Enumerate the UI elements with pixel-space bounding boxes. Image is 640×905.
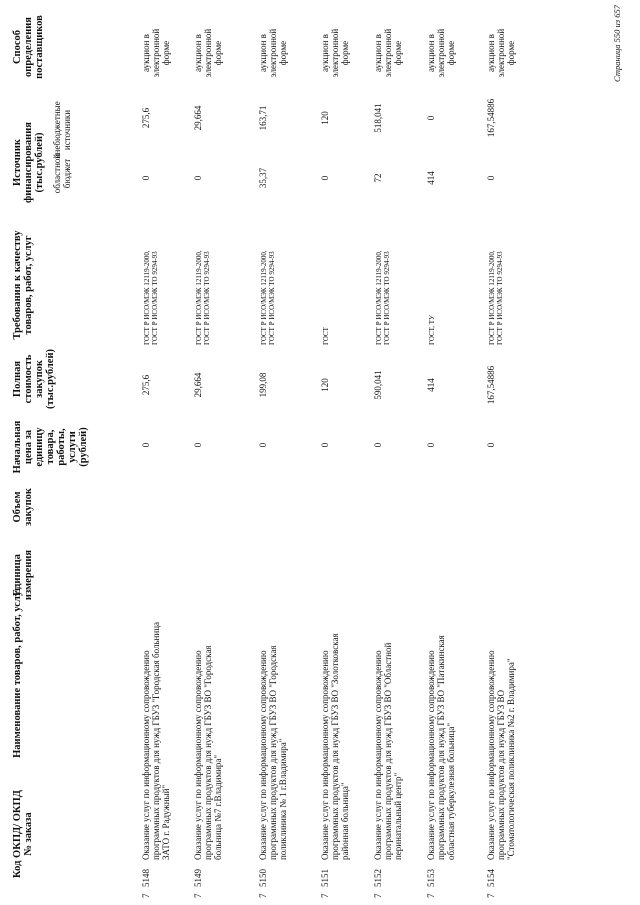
row-requirements: ГОСТ Р ИСО/МЭК 12119-2000, ГОСТ Р ИСО/МЭК ТО 9294-93 (143, 250, 159, 345)
row-name: Оказание услуг по информационному сопровождению программных продуктов для нужд ГБУЗ ВО "Городская больница №7 г.Владимира" (193, 645, 223, 860)
row-offbudget: 29,664 (193, 105, 203, 131)
row-total: 29,664 (193, 372, 203, 398)
row-requirements: ГОСТ, ТУ (428, 315, 436, 345)
header-price: Начальная цена за единицу товара, работы, услуги (рублей) (12, 420, 89, 474)
row-offbudget: 167,54886 (486, 98, 496, 138)
row-requirements: ГОСТ Р ИСО/МЭК 12119-2000, ГОСТ Р ИСО/МЭК ТО 9294-93 (195, 250, 211, 345)
row-method: аукцион в электронной форме (141, 28, 171, 78)
row-method: аукцион в электронной форме (193, 28, 223, 78)
row-code: 7 (320, 893, 330, 898)
header-requirements: Требования к качеству товаров, работ, услуг (12, 230, 34, 340)
header-total: Полная стоимость закупок (тыс.рублей) (12, 348, 56, 410)
page-number: Страница 550 из 657 (612, 5, 622, 82)
row-name: Оказание услуг по информационному сопровождению программных продуктов для нужд ГБУЗ ВО "Пaтакинская областная туберкулезная больница" (426, 635, 456, 860)
header-code: Код ОКПД/ ОКПД № заказа (12, 790, 34, 878)
row-code: 7 (486, 893, 496, 898)
row-name: Оказание услуг по информационному сопровождению программных продуктов для нужд ГБУЗ ВО "Стоматологическая поликлиника №2 г. Владимира" (486, 650, 516, 860)
row-total: 414 (426, 378, 436, 392)
row-name: Оказание услуг по информационному сопровождению программных продуктов для нужд ГБУЗ ВО "Золотковская районная больница" (320, 633, 350, 860)
row-code: 7 (258, 893, 268, 898)
row-regional: 0 (486, 175, 496, 181)
header-unit: Единица измерения (12, 549, 34, 601)
row-offbudget: 275,6 (141, 107, 151, 129)
header-volume: Объем закупок (12, 488, 34, 526)
row-order: 5148 (141, 869, 151, 887)
row-order: 5154 (486, 869, 496, 887)
row-method: аукцион в электронной форме (373, 28, 403, 78)
row-code: 7 (193, 893, 203, 898)
row-offbudget: 518,041 (373, 103, 383, 133)
row-price: 0 (141, 442, 151, 448)
header-source-regional: областной бюджет (52, 153, 72, 194)
row-method: аукцион в электронной форме (486, 28, 516, 78)
row-offbudget: 0 (426, 115, 436, 121)
row-total: 590,041 (373, 370, 383, 400)
header-method: Способ определения поставщиков (12, 15, 45, 79)
row-requirements: ГОСТ Р ИСО/МЭК 12119-2000, ГОСТ Р ИСО/МЭК ТО 9294-93 (488, 250, 504, 345)
row-regional: 0 (193, 175, 203, 181)
row-total: 275,6 (141, 374, 151, 396)
row-total: 199,08 (258, 372, 268, 398)
row-price: 0 (193, 442, 203, 448)
row-price: 0 (258, 442, 268, 448)
row-price: 0 (426, 442, 436, 448)
row-order: 5149 (193, 869, 203, 887)
row-code: 7 (426, 893, 436, 898)
row-name: Оказание услуг по информационному сопровождению программных продуктов для нужд ГБУЗ ВО "Областной перинатальный центр" (373, 642, 403, 860)
header-source: Источник финансирования (тыс.рублей) (12, 122, 45, 203)
row-price: 0 (320, 442, 330, 448)
row-order: 5150 (258, 869, 268, 887)
row-requirements: ГОСТ Р ИСО/МЭК 12119-2000, ГОСТ Р ИСО/МЭК ТО 9294-93 (260, 250, 276, 345)
row-price: 0 (486, 442, 496, 448)
row-code: 7 (141, 893, 151, 898)
row-order: 5152 (373, 869, 383, 887)
row-requirements: ГОСТ Р ИСО/МЭК 12119-2000, ГОСТ Р ИСО/МЭК ТО 9294-93 (375, 250, 391, 345)
row-total: 120 (320, 378, 330, 392)
row-name: Оказание услуг по информационному сопровождению программных продуктов для нужд ГБУЗ "Городская больница ЗАТО г. Радужный" (141, 621, 171, 860)
header-name: Наименование товаров, работ, услуг (12, 586, 23, 758)
row-order: 5153 (426, 869, 436, 887)
row-regional: 414 (426, 171, 436, 185)
row-offbudget: 120 (320, 111, 330, 125)
header-source-offbudget: внебюджетные источники (52, 101, 72, 159)
row-offbudget: 163,71 (258, 105, 268, 131)
row-requirements: ГОСТ (322, 327, 330, 345)
row-total: 167,54886 (486, 365, 496, 405)
row-order: 5151 (320, 869, 330, 887)
row-regional: 0 (141, 175, 151, 181)
row-price: 0 (373, 442, 383, 448)
row-method: аукцион в электронной форме (426, 28, 456, 78)
row-regional: 0 (320, 175, 330, 181)
row-regional: 72 (373, 173, 383, 183)
row-regional: 35,37 (258, 167, 268, 189)
row-method: аукцион в электронной форме (258, 28, 288, 78)
row-name: Оказание услуг по информационному сопровождению программных продуктов для нужд ГБУЗ ВО "Городская поликлиника № 1 г.Владимира" (258, 645, 288, 860)
row-code: 7 (373, 893, 383, 898)
row-method: аукцион в электронной форме (320, 28, 350, 78)
